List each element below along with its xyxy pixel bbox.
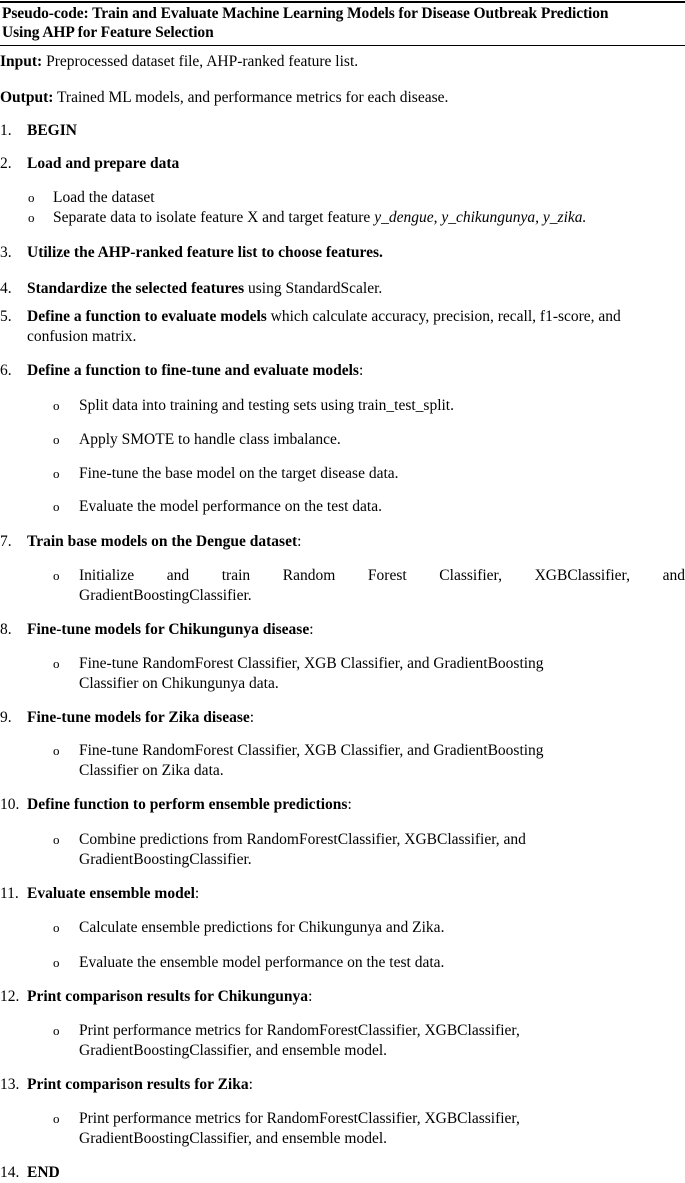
step-number: 14. [0, 1164, 20, 1181]
pseudocode-title [2, 4, 684, 42]
step-rest: : [249, 709, 255, 726]
step-text [27, 1075, 253, 1095]
step-text-continued: confusion matrix. [27, 328, 137, 345]
step-heading: Define a function to fine-tune and evaluate models [27, 362, 359, 379]
bullet-marker: o [53, 1111, 60, 1126]
step-text [27, 987, 312, 1007]
bullet-marker: o [53, 656, 60, 671]
bullet-text: Evaluate the model performance on the test data. [79, 498, 382, 515]
bullet-marker: o [53, 466, 60, 481]
step-heading: Define a function to evaluate models [27, 308, 267, 325]
word: Random [282, 567, 336, 584]
bullet-text: Print performance metrics for RandomForestClassifier, XGBClassifier, [79, 1022, 520, 1039]
bullet-text-plain: Separate data to isolate feature X and target feature [53, 209, 375, 226]
bullet-marker: o [53, 1023, 60, 1038]
bullet-text-continued: GradientBoostingClassifier. [79, 851, 252, 868]
word: Classifier, [439, 567, 502, 584]
bullet-text: Evaluate the ensemble model performance on the test data. [79, 954, 445, 971]
step-rest: using StandardScaler. [244, 280, 383, 297]
bullet-text-italic: y_dengue, y_chikungunya, y_zika. [374, 209, 587, 226]
input-line [0, 52, 685, 72]
step-number: 11. [0, 885, 19, 902]
word: and [662, 567, 685, 584]
step-rest: : [308, 988, 313, 1005]
input-text: Preprocessed dataset file, AHP-ranked feature list. [42, 53, 359, 70]
step-number: 8. [0, 621, 12, 638]
bullet-text-continued: Classifier on Chikungunya data. [79, 675, 279, 692]
bullet-text [53, 208, 586, 228]
input-label: Input: [0, 53, 43, 70]
step-number: 12. [0, 988, 20, 1005]
word: and [166, 567, 190, 584]
step-text [27, 795, 352, 815]
word: train [221, 567, 251, 584]
step-heading: Define function to perform ensemble predictions [27, 796, 348, 813]
title-line-1: Pseudo-code: Train and Evaluate Machine Learning Models for Disease Outbreak Prediction [2, 5, 609, 22]
step-rest: : [194, 885, 200, 902]
bullet-marker: o [28, 210, 35, 225]
bullet-text: Fine-tune RandomForest Classifier, XGB Classifier, and GradientBoosting [79, 655, 544, 672]
step-number: 2. [0, 155, 12, 172]
step-heading: Evaluate ensemble model [27, 885, 195, 902]
step-text [27, 884, 199, 904]
step-rest: : [309, 621, 314, 638]
word: XGBClassifier, [534, 567, 630, 584]
bullet-marker: o [53, 920, 60, 935]
title-line-2: Using AHP for Feature Selection [2, 24, 214, 41]
step-number: 3. [0, 244, 12, 261]
step-heading: BEGIN [27, 122, 77, 139]
bullet-marker: o [53, 568, 60, 583]
bullet-text-continued: GradientBoostingClassifier. [79, 587, 252, 604]
bullet-marker: o [28, 190, 35, 205]
word: Initialize [79, 567, 135, 584]
step-rest: which calculate accuracy, precision, recall, f1-score, and [266, 308, 621, 325]
step-number: 9. [0, 709, 12, 726]
bullet-text: Load the dataset [53, 189, 155, 206]
step-number: 13. [0, 1076, 20, 1093]
bullet-marker: o [53, 832, 60, 847]
step-text [27, 307, 621, 327]
step-heading: Load and prepare data [27, 155, 180, 172]
bullet-text: Calculate ensemble predictions for Chikungunya and Zika. [79, 919, 445, 936]
bullet-marker: o [53, 398, 60, 413]
step-rest: : [347, 796, 352, 813]
step-rest: : [248, 1076, 253, 1093]
step-text [27, 532, 301, 552]
step-number: 4. [0, 280, 12, 297]
step-rest: : [358, 362, 364, 379]
step-text [27, 708, 254, 728]
bullet-text: Fine-tune RandomForest Classifier, XGB Classifier, and GradientBoosting [79, 742, 544, 759]
step-heading: Print comparison results for Chikungunya [27, 988, 309, 1005]
title-rule [0, 45, 685, 46]
bullet-text: Fine-tune the base model on the target disease data. [79, 465, 399, 482]
step-heading: Fine-tune models for Chikungunya disease [27, 621, 310, 638]
bullet-text: Apply SMOTE to handle class imbalance. [79, 431, 341, 448]
word: Forest [367, 567, 407, 584]
step-heading: Fine-tune models for Zika disease [27, 709, 250, 726]
top-rule [0, 1, 685, 3]
step-rest: : [297, 533, 302, 550]
step-number: 10. [0, 796, 20, 813]
bullet-text: Split data into training and testing sets using train_test_split. [79, 397, 454, 414]
output-text: Trained ML models, and performance metrics for each disease. [53, 89, 449, 106]
bullet-marker: o [53, 955, 60, 970]
bullet-text-continued: Classifier on Zika data. [79, 762, 224, 779]
bullet-text: Print performance metrics for RandomForestClassifier, XGBClassifier, [79, 1110, 520, 1127]
step-number: 5. [0, 308, 12, 325]
output-line [0, 88, 685, 108]
bullet-text-continued: GradientBoostingClassifier, and ensemble model. [79, 1042, 388, 1059]
step-heading: END [27, 1164, 60, 1181]
justified-line [79, 566, 685, 586]
step-number: 6. [0, 362, 12, 379]
bullet-text: Combine predictions from RandomForestClassifier, XGBClassifier, and [79, 831, 526, 848]
step-heading: Print comparison results for Zika [27, 1076, 249, 1093]
bullet-marker: o [53, 743, 60, 758]
bullet-marker: o [53, 499, 60, 514]
step-heading: Train base models on the Dengue dataset [27, 533, 298, 550]
step-text [27, 361, 363, 381]
step-number: 1. [0, 122, 12, 139]
bullet-text-continued: GradientBoostingClassifier, and ensemble model. [79, 1130, 388, 1147]
step-number: 7. [0, 533, 12, 550]
step-text [27, 279, 382, 299]
output-label: Output: [0, 89, 54, 106]
step-heading: Utilize the AHP-ranked feature list to choose features. [27, 244, 383, 261]
step-heading: Standardize the selected features [27, 280, 245, 297]
step-text [27, 620, 314, 640]
bullet-marker: o [53, 432, 60, 447]
